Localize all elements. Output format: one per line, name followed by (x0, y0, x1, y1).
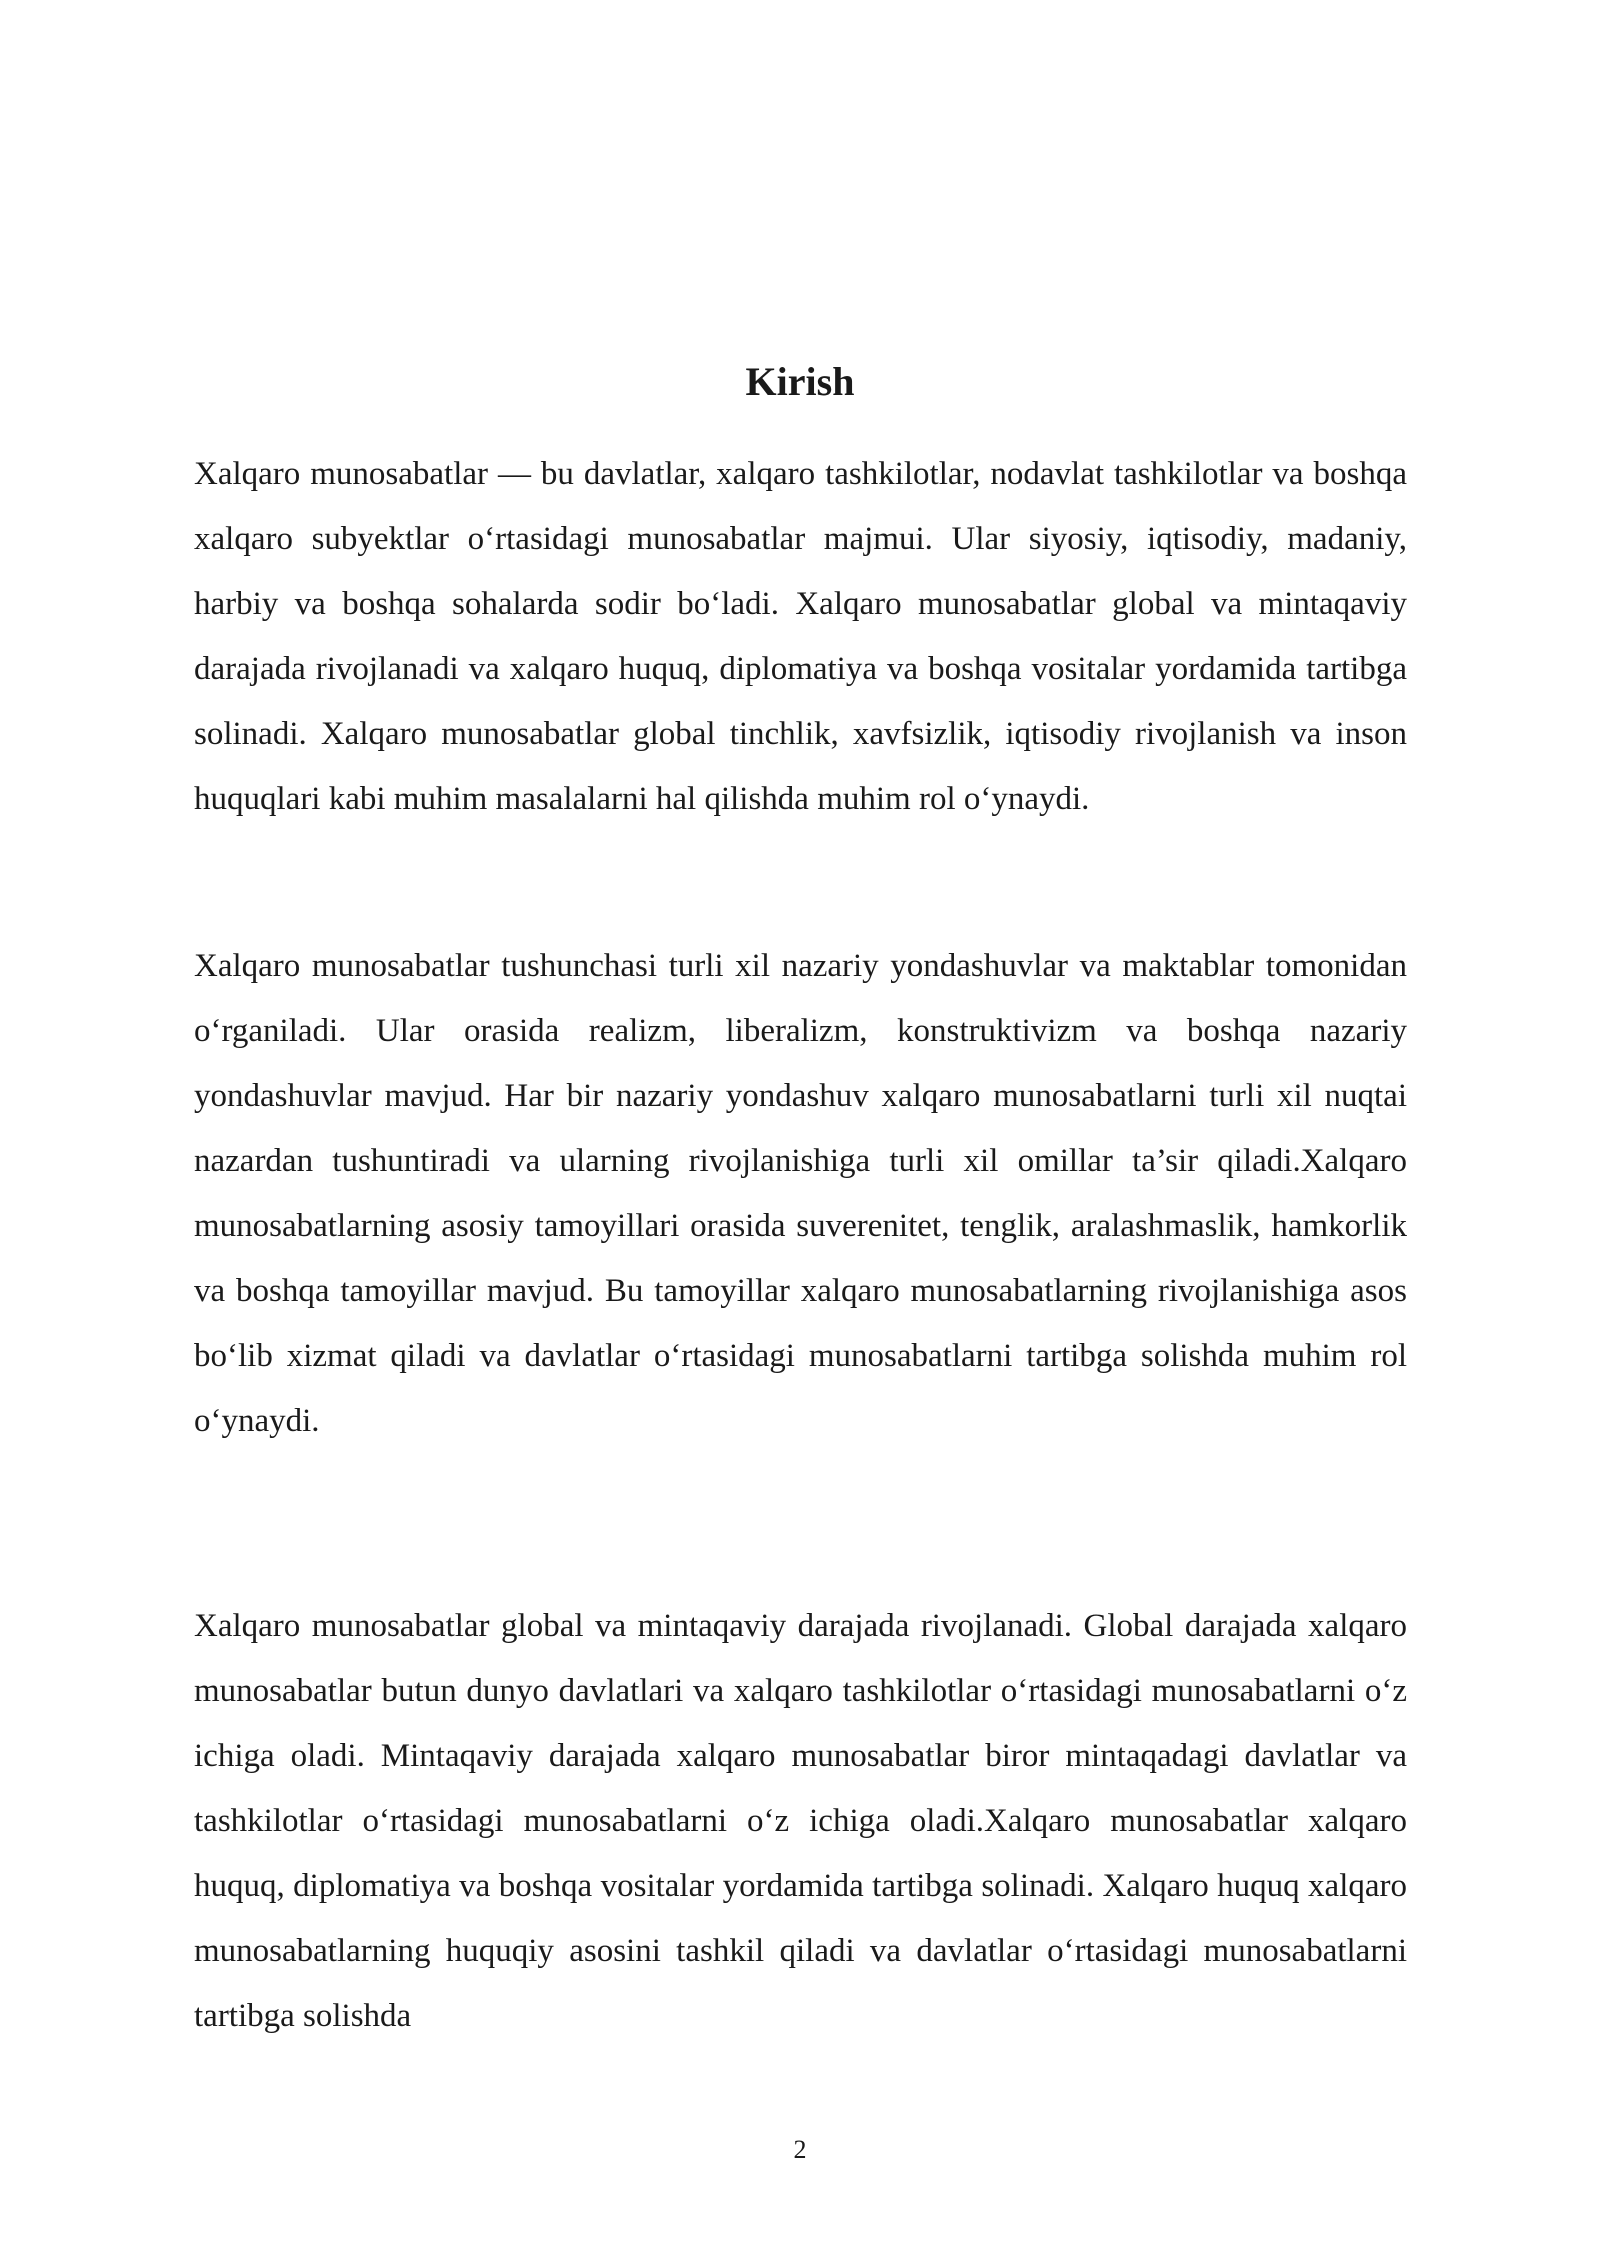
paragraph-2: Xalqaro munosabatlar tushunchasi turli xil nazariy yondashuvlar va maktablar tomonidan oʻrganiladi. Ular orasida realizm, liberalizm, konstruktivizm va boshqa nazariy yondashuvlar mavjud. Har bir nazariy yondashuv xalqaro munosabatlarni turli xil nuqtai nazardan tushuntiradi va ularning rivojlanishiga turli xil omillar ta’sir qiladi.Xalqaro munosabatlarning asosiy tamoyillari orasida suverenitet, tenglik, aralashmaslik, hamkorlik va boshqa tamoyillar mavjud. Bu tamoyillar xalqaro munosabatlarning rivojlanishiga asos boʻlib xizmat qiladi va davlatlar oʻrtasidagi munosabatlarni tartibga solishda muhim rol oʻynaydi. (194, 948, 1407, 1439)
paragraph-1: Xalqaro munosabatlar — bu davlatlar, xalqaro tashkilotlar, nodavlat tashkilotlar va boshqa xalqaro subyektlar oʻrtasidagi munosabatlar majmui. Ular siyosiy, iqtisodiy, madaniy, harbiy va boshqa sohalarda sodir boʻladi. Xalqaro munosabatlar global va mintaqaviy darajada rivojlanadi va xalqaro huquq, diplomatiya va boshqa vositalar yordamida tartibga solinadi. Xalqaro munosabatlar global tinchlik, xavfsizlik, iqtisodiy rivojlanish va inson huquqlari kabi muhim masalalarni hal qilishda muhim rol oʻynaydi. (194, 456, 1407, 817)
page-title: Kirish (745, 359, 855, 404)
page-number: 2 (793, 2135, 807, 2164)
paragraph-3: Xalqaro munosabatlar global va mintaqaviy darajada rivojlanadi. Global darajada xalqaro munosabatlar butun dunyo davlatlari va xalqaro tashkilotlar oʻrtasidagi munosabatlarni oʻz ichiga oladi. Mintaqaviy darajada xalqaro munosabatlar biror mintaqadagi davlatlar va tashkilotlar oʻrtasidagi munosabatlarni oʻz ichiga oladi.Xalqaro munosabatlar xalqaro huquq, diplomatiya va boshqa vositalar yordamida tartibga solinadi. Xalqaro huquq xalqaro munosabatlarning huquqiy asosini tashkil qiladi va davlatlar oʻrtasidagi munosabatlarni tartibga solishda (194, 1608, 1407, 2034)
